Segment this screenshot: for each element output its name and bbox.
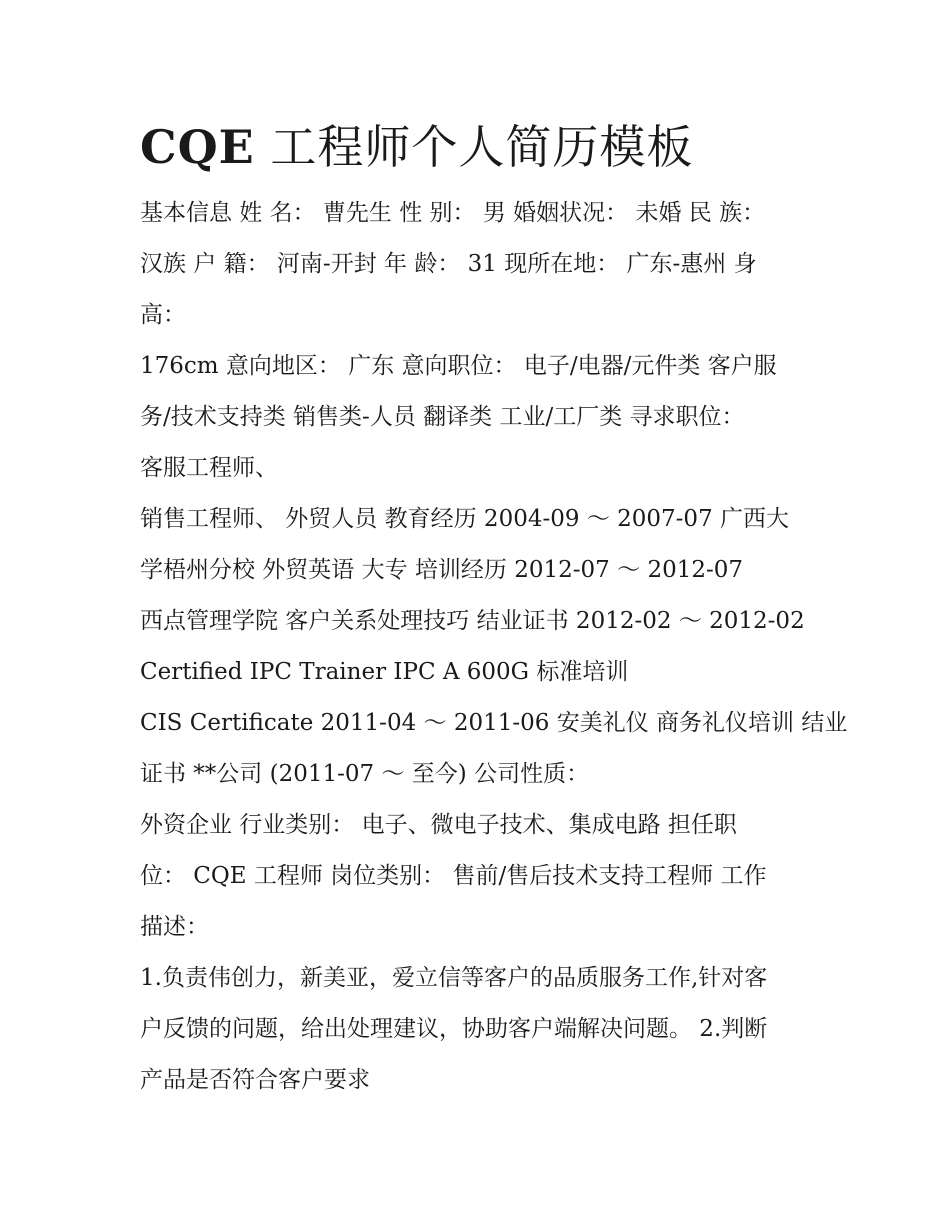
text-line: 汉族 户 籍： 河南-开封 年 龄： 31 现所在地： 广东-惠州 身 <box>140 251 757 277</box>
paragraph-work-experience <box>140 800 820 953</box>
text-line: 位： CQE 工程师 岗位类别： 售前/售后技术支持工程师 工作 <box>140 863 767 889</box>
title-prefix: CQE <box>140 120 255 174</box>
document-title <box>140 112 820 182</box>
paragraph-training-2 <box>140 647 820 698</box>
text-line: 176cm 意向地区： 广东 意向职位： 电子/电器/元件类 客户服 <box>140 353 777 379</box>
text-line: 务/技术支持类 销售类-人员 翻译类 工业/工厂类 寻求职位： <box>140 404 745 430</box>
text-line: 销售工程师、 外贸人员 教育经历 2004-09 ～ 2007-07 广西大 <box>140 506 790 532</box>
text-line: 描述： <box>140 914 209 940</box>
paragraph-training-3 <box>140 698 848 800</box>
paragraph-job-intent <box>140 341 820 494</box>
title-rest: 工程师个人简历模板 <box>270 120 694 174</box>
text-line: 证书 **公司 (2011-07 ～ 至今) 公司性质： <box>140 761 590 787</box>
text-line: 西点管理学院 客户关系处理技巧 结业证书 2012-02 ～ 2012-02 <box>140 608 805 634</box>
paragraph-job-description <box>140 953 820 1106</box>
text-line: 高： <box>140 302 186 328</box>
text-line: 产品是否符合客户要求 <box>140 1067 370 1093</box>
text-line: Certified IPC Trainer IPC A 600G 标准培训 <box>140 659 629 685</box>
text-line: 1.负责伟创力，新美亚，爱立信等客户的品质服务工作,针对客 <box>140 965 768 991</box>
text-line: CIS Certificate 2011-04 ～ 2011-06 安美礼仪 商务礼仪培训 结业 <box>140 710 848 736</box>
paragraph-training-1 <box>140 596 820 647</box>
document-body <box>140 112 848 1106</box>
text-line: 学梧州分校 外贸英语 大专 培训经历 2012-07 ～ 2012-07 <box>140 557 744 583</box>
text-line: 基本信息 姓 名： 曹先生 性 别： 男 婚姻状况： 未婚 民 族： <box>140 200 766 226</box>
paragraph-education <box>140 494 820 596</box>
text-line: 户反馈的问题，给出处理建议，协助客户端解决问题。 2.判断 <box>140 1016 768 1042</box>
paragraph-basic-info <box>140 188 820 341</box>
text-line: 客服工程师、 <box>140 455 278 481</box>
text-line: 外资企业 行业类别： 电子、微电子技术、集成电路 担任职 <box>140 812 737 838</box>
